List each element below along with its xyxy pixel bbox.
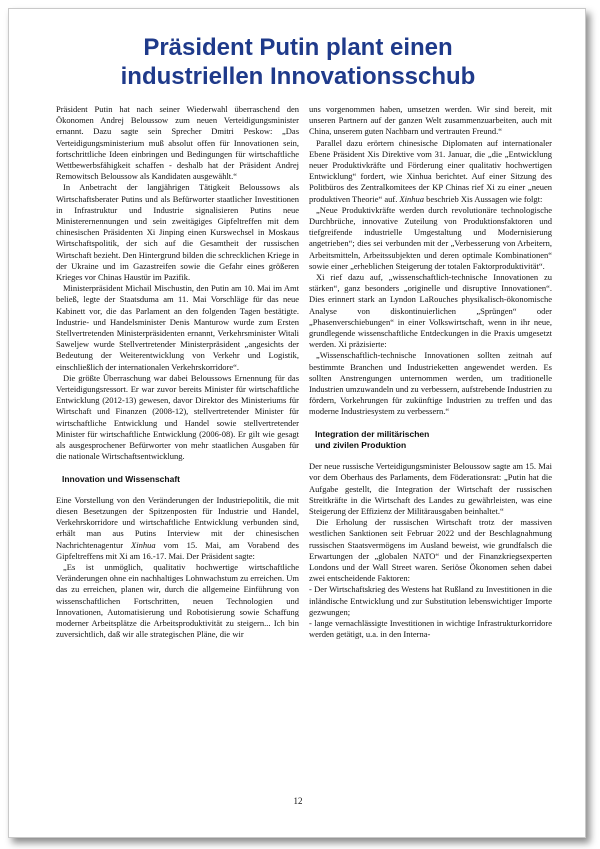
heading-line-2: und zivilen Produktion [315, 439, 407, 450]
text-run: Parallel dazu erörtern chinesische Diplomaten auf internationaler Ebene Präsident Xis Direktive vom 31. Januar, die „die „Entwicklung neuer Produktivkräfte und Förderung einer qualitativ hochwertigen Entwicklung“ fordert, wie Xinhua berichtet. Auf einer Sitzung des Politbüros des Zentralkomitees der KP Chinas rief Xi zu einer „neuen produktiven Theorie“ auf. [309, 137, 552, 204]
paragraph: Die Erholung der russischen Wirtschaft trotz der massiven westlichen Sanktionen seit Februar 2022 und der Beschlagnahmung russischen Staatsvermögens im Ausland beweist, wie grundfalsch die Erwartungen der „globalen NATO“ und der Finanzkriegsexperten Londons und der Wall Street waren. Seriöse Ökonomen sehen dabei zwei entscheidende Faktoren: [309, 517, 552, 584]
text-run: vom 15. Mai, am Vorabend des Gipfeltreffens mit Xi am 16.-17. Mai. Der Präsident sagte: [56, 539, 299, 561]
heading-line-1: Integration der militärischen [315, 428, 430, 439]
title-line-2: industriellen Innovationsschub [120, 63, 476, 90]
quote-paragraph: „Wissenschaftlich-technische Innovationen sollten zeitnah auf bestimmte Branchen und Industrieketten angewendet werden. Es sollten Anstrengungen unternommen werden, um traditionelle Industrien umzuwandeln und zu verbessern, aufstrebende Industrien zu fördern, Vorkehrungen für zukünftige Industrien zu treffen und das moderne Industriesystem zu verbessern.“ [309, 350, 552, 417]
paragraph: Der neue russische Verteidigungsminister Beloussow sagte am 15. Mai vor dem Oberhaus des Parlaments, dem Föderationsrat: „Putin hat die Aufgabe gestellt, die Integration der Wirtschaft der russischen Streitkräfte in die Wirtschaft des Landes zu gewährleisten, was eine Steigerung der Effizienz der Militärausgaben beinhaltet.“ [309, 461, 552, 516]
page-title [9, 33, 586, 91]
paragraph: Ministerpräsident Michail Mischustin, den Putin am 10. Mai im Amt beließ, legte der Staatsduma am 11. Mai Vorschläge für das neue Kabinett vor, die das Parlament an den folgenden Tagen bestätigte. Industrie- und Handelsminister Denis Manturow wurde zum Ersten Stellvertretenden Ministerpräsidenten ernannt, Verkehrsminister Witali Saweljew wurde Stellvertretender Ministerpräsident „angesichts der Bedeutung der Weiterentwicklung von Verkehr und Logistik, einschließlich der internationalen Verkehrskorridore“. [56, 283, 299, 372]
paragraph: Die größte Überraschung war dabei Beloussows Ernennung für das Verteidigungsressort. Er war zuvor bereits Minister für wirtschaftliche Entwicklung (2012-13) gewesen, davor Direktor des Ministeriums für Wirtschaft und Finanzen (2008-12), stellvertretender Minister für wirtschaftliche Entwicklung und Handel sowie stellvertretender Minister für wirtschaftliche Entwicklung (2006-08). Er gilt wie gesagt als ausgesprochener Befürworter von mehr staatlichen Ausgaben für die nationale Wirtschaftsentwicklung. [56, 372, 299, 462]
right-column [309, 104, 552, 640]
paragraph [309, 138, 552, 205]
section-heading: Innovation und Wissenschaft [62, 473, 180, 484]
factor-list [309, 584, 552, 640]
page-number: 12 [293, 796, 303, 806]
paragraph: In Anbetracht der langjährigen Tätigkeit Beloussows als Wirtschaftsberater Putins und als Befürworter staatlicher Investitionen in Infrastruktur und Industrie signalisieren Putins neue Ministerernennungen und sein zweitägiges Gipfeltreffen mit dem chinesischen Präsidenten Xi Jinping einen Kurswechsel in Moskaus Wirtschaftspolitik, der sich auf die Gesamtheit der russischen Wirtschaft bezieht. Den Hintergrund bilden die schrecklichen Kriege in der Ukraine und im Gazastreifen sowie die Gefahr eines größeren Krieges vor Chinas Haustür im Pazifik. [56, 182, 299, 283]
paragraph: Xi rief dazu auf, „wissenschaftlich-technische Innovationen zu stärken“, ganz besonders „originelle und disruptive Innovationen“. Dies erinnert stark an Lyndon LaRouches physikalisch-ökonomische Analyse von diskontinuierlichen „Sprüngen“ oder „Phasenverschiebungen“ in einer Volkswirtschaft, wenn in ihr neue, grundlegende wissenschaftliche Entdeckungen in die Praxis umgesetzt werden. Xi präzisierte: [309, 272, 552, 350]
paragraph: Präsident Putin hat nach seiner Wiederwahl überraschend den Ökonomen Andrej Beloussow zum neuen Verteidigungsminister ernannt. Dazu sagte sein Sprecher Dmitri Peskow: „Das Verteidigungsministerium muß absolut offen für Innovationen sein, fortschrittliche Ideen einbringen und Bedingungen für wirtschaftliche Wettbewerbsfähigkeit schaffen - deshalb hat der Präsident Andrej Remowitsch Beloussow als Kandidaten ausgewählt.“ [56, 104, 299, 182]
left-column [56, 104, 299, 640]
text-run: Eine Vorstellung von den Veränderungen der Industriepolitik, die mit diesen Besetzungen der Spitzenposten für Industrie und Handel, Verkehrskorridore und wirtschaftliche Entwicklung verbunden sind, erhält man aus Putins Interview mit der chinesischen Nachrichtenagentur [56, 494, 299, 550]
quote-paragraph: „Es ist unmöglich, qualitativ hochwertige wirtschaftliche Veränderungen ohne ein nachhaltiges Lohnwachstum zu erreichen. Um das zu erreichen, planen wir, durch die allgemeine Einführung von wissenschaftlichen Fortschritten, neuen Technologien und Innovationen, Automatisierung und Robotisierung sowie Schaffung moderner Arbeitsplätze die Arbeitsproduktivität zu steigern... Ich bin zuversichtlich, daß wir alle strategischen Pläne, die wir [56, 561, 299, 640]
list-item: - lange vernachlässigte Investitionen in wichtige Infrastrukturkorridore werden getätigt, u.a. in den Interna- [309, 617, 552, 640]
list-item: - Der Wirtschaftskrieg des Westens hat Rußland zu Investitionen in die inländische Entwicklung und zur Substitution lebenswichtiger Importe gezwungen; [309, 584, 552, 617]
text-run-italic: Xinhua [399, 193, 425, 204]
text-run: beschrieb Xis Aussagen wie folgt: [424, 193, 543, 204]
text-run-italic: Xinhua [131, 539, 156, 550]
quote-paragraph: „Neue Produktivkräfte werden durch revolutionäre technologische Durchbrüche, innovative Zuteilung von Produktionsfaktoren und tiefgreifende industrielle Umgestaltung und Modernisierung angetrieben“; dies sei verbunden mit der „Verbesserung von Arbeitern, Arbeitsmitteln, Arbeitssubjekten und deren optimale Kombinationen“ sowie einer „erheblichen Steigerung der totalen Faktorproduktivität“. [309, 204, 552, 271]
title-line-1: Präsident Putin plant einen [143, 34, 453, 61]
section-heading [315, 429, 552, 451]
document-page [8, 8, 586, 838]
paragraph [56, 495, 299, 562]
paragraph: uns vorgenommen haben, umsetzen werden. Wir sind bereit, mit unseren Partnern auf der ganzen Welt zusammenzuarbeiten, auch mit China, unserem guten Nachbarn und vertrauten Freund.“ [309, 104, 552, 137]
